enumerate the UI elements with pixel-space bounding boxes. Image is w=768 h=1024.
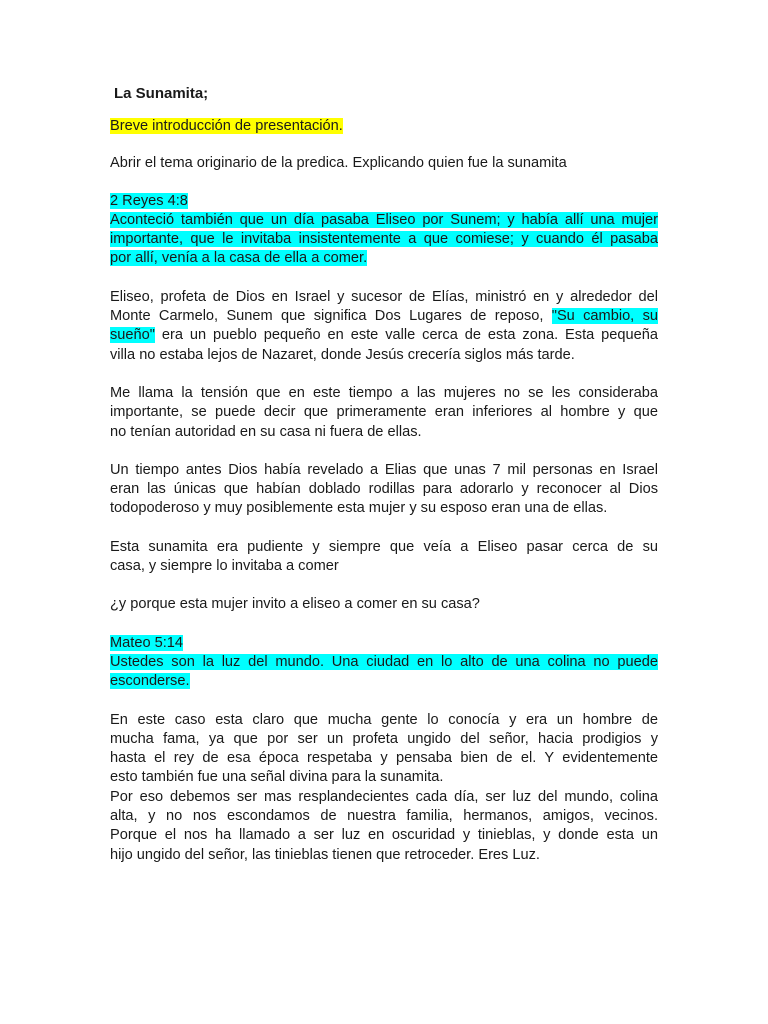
text-line: importante, se puede decir que primeramente eran inferiores al hombre y que xyxy=(110,404,658,421)
text-line: esto también fue una señal divina para la sunamita. xyxy=(110,769,444,786)
text-line: villa no estaba lejos de Nazaret, donde Jesús crecería siglos más tarde. xyxy=(110,346,575,363)
text-line: alta, y no nos escondamos de nuestra familia, hermanos, amigos, vecinos. xyxy=(110,808,658,825)
text-line: hijo ungido del señor, las tinieblas tienen que retroceder. Eres Luz. xyxy=(110,846,540,863)
text-line: todopoderoso y muy posiblemente esta mujer y su esposo eran una de ellas. xyxy=(110,500,608,517)
intro-text-line: Abrir el tema originario de la predica. Explicando quien fue la sunamita xyxy=(110,155,567,172)
paragraph-final xyxy=(110,711,658,788)
paragraph-tension xyxy=(110,384,658,442)
text-line: Porque el nos ha llamado a ser luz en oscuridad y tinieblas, y donde esta un xyxy=(110,827,658,844)
intro-label: Breve introducción de presentación. xyxy=(110,118,343,134)
paragraph-elias xyxy=(110,461,658,519)
question-paragraph xyxy=(110,595,658,614)
text-line: En este caso esta claro que mucha gente lo conocía y era un hombre de xyxy=(110,711,658,728)
scripture-quote-line: esconderse. xyxy=(110,673,190,690)
scripture-reference: 2 Reyes 4:8 xyxy=(110,192,188,209)
text-line: no tenían autoridad en su casa ni fuera de ellas. xyxy=(110,423,422,440)
paragraph-eliseo xyxy=(110,288,658,365)
text-line: Me llama la tensión que en este tiempo a las mujeres no se les consideraba xyxy=(110,384,658,401)
scripture-quote-line: por allí, venía a la casa de ella a comer. xyxy=(110,250,368,267)
scripture-quote-line: importante, que le invitaba insistentemente a que comiese; y cuando él pasaba xyxy=(110,231,658,248)
quote-block-mateo xyxy=(110,634,658,692)
text-line: Por eso debemos ser mas resplandecientes cada día, ser luz del mundo, colina xyxy=(110,788,658,805)
text-line: Monte Carmelo, Sunem que significa Dos Lugares de reposo, "Su cambio, su xyxy=(110,308,658,325)
paragraph-pudiente xyxy=(110,538,658,577)
scripture-reference: Mateo 5:14 xyxy=(110,634,184,651)
text-line: sueño" era un pueblo pequeño en este valle cerca de esta zona. Esta pequeña xyxy=(110,327,658,344)
text-line: Eliseo, profeta de Dios en Israel y sucesor de Elías, ministró en y alrededor del xyxy=(110,288,658,305)
text-line: casa, y siempre lo invitaba a comer xyxy=(110,558,339,575)
text-line: mucha fama, ya que por ser un profeta ungido del señor, hacia prodigios y xyxy=(110,730,658,747)
quote-block-2-reyes xyxy=(110,192,658,269)
text-line: Esta sunamita era pudiente y siempre que veía a Eliseo pasar cerca de su xyxy=(110,538,658,555)
intro-text xyxy=(110,154,658,173)
text-line: eran las únicas que habían doblado rodillas para adorarlo y reconocer al Dios xyxy=(110,481,658,498)
scripture-quote-line: Ustedes son la luz del mundo. Una ciudad en lo alto de una colina no puede xyxy=(110,653,658,670)
highlighted-phrase: sueño" xyxy=(110,327,155,344)
scripture-quote-line: Aconteció también que un día pasaba Eliseo por Sunem; y había allí una mujer xyxy=(110,211,658,228)
text-line: Un tiempo antes Dios había revelado a Elias que unas 7 mil personas en Israel xyxy=(110,461,658,478)
paragraph-luz xyxy=(110,788,658,865)
highlighted-phrase: "Su cambio, su xyxy=(551,308,658,325)
text-line: hasta el rey de esa época respetaba y pensaba bien de el. Y evidentemente xyxy=(110,750,658,767)
document-title: La Sunamita; xyxy=(114,85,209,102)
intro-label-paragraph xyxy=(110,117,658,136)
question-line: ¿y porque esta mujer invito a eliseo a comer en su casa? xyxy=(110,596,480,613)
